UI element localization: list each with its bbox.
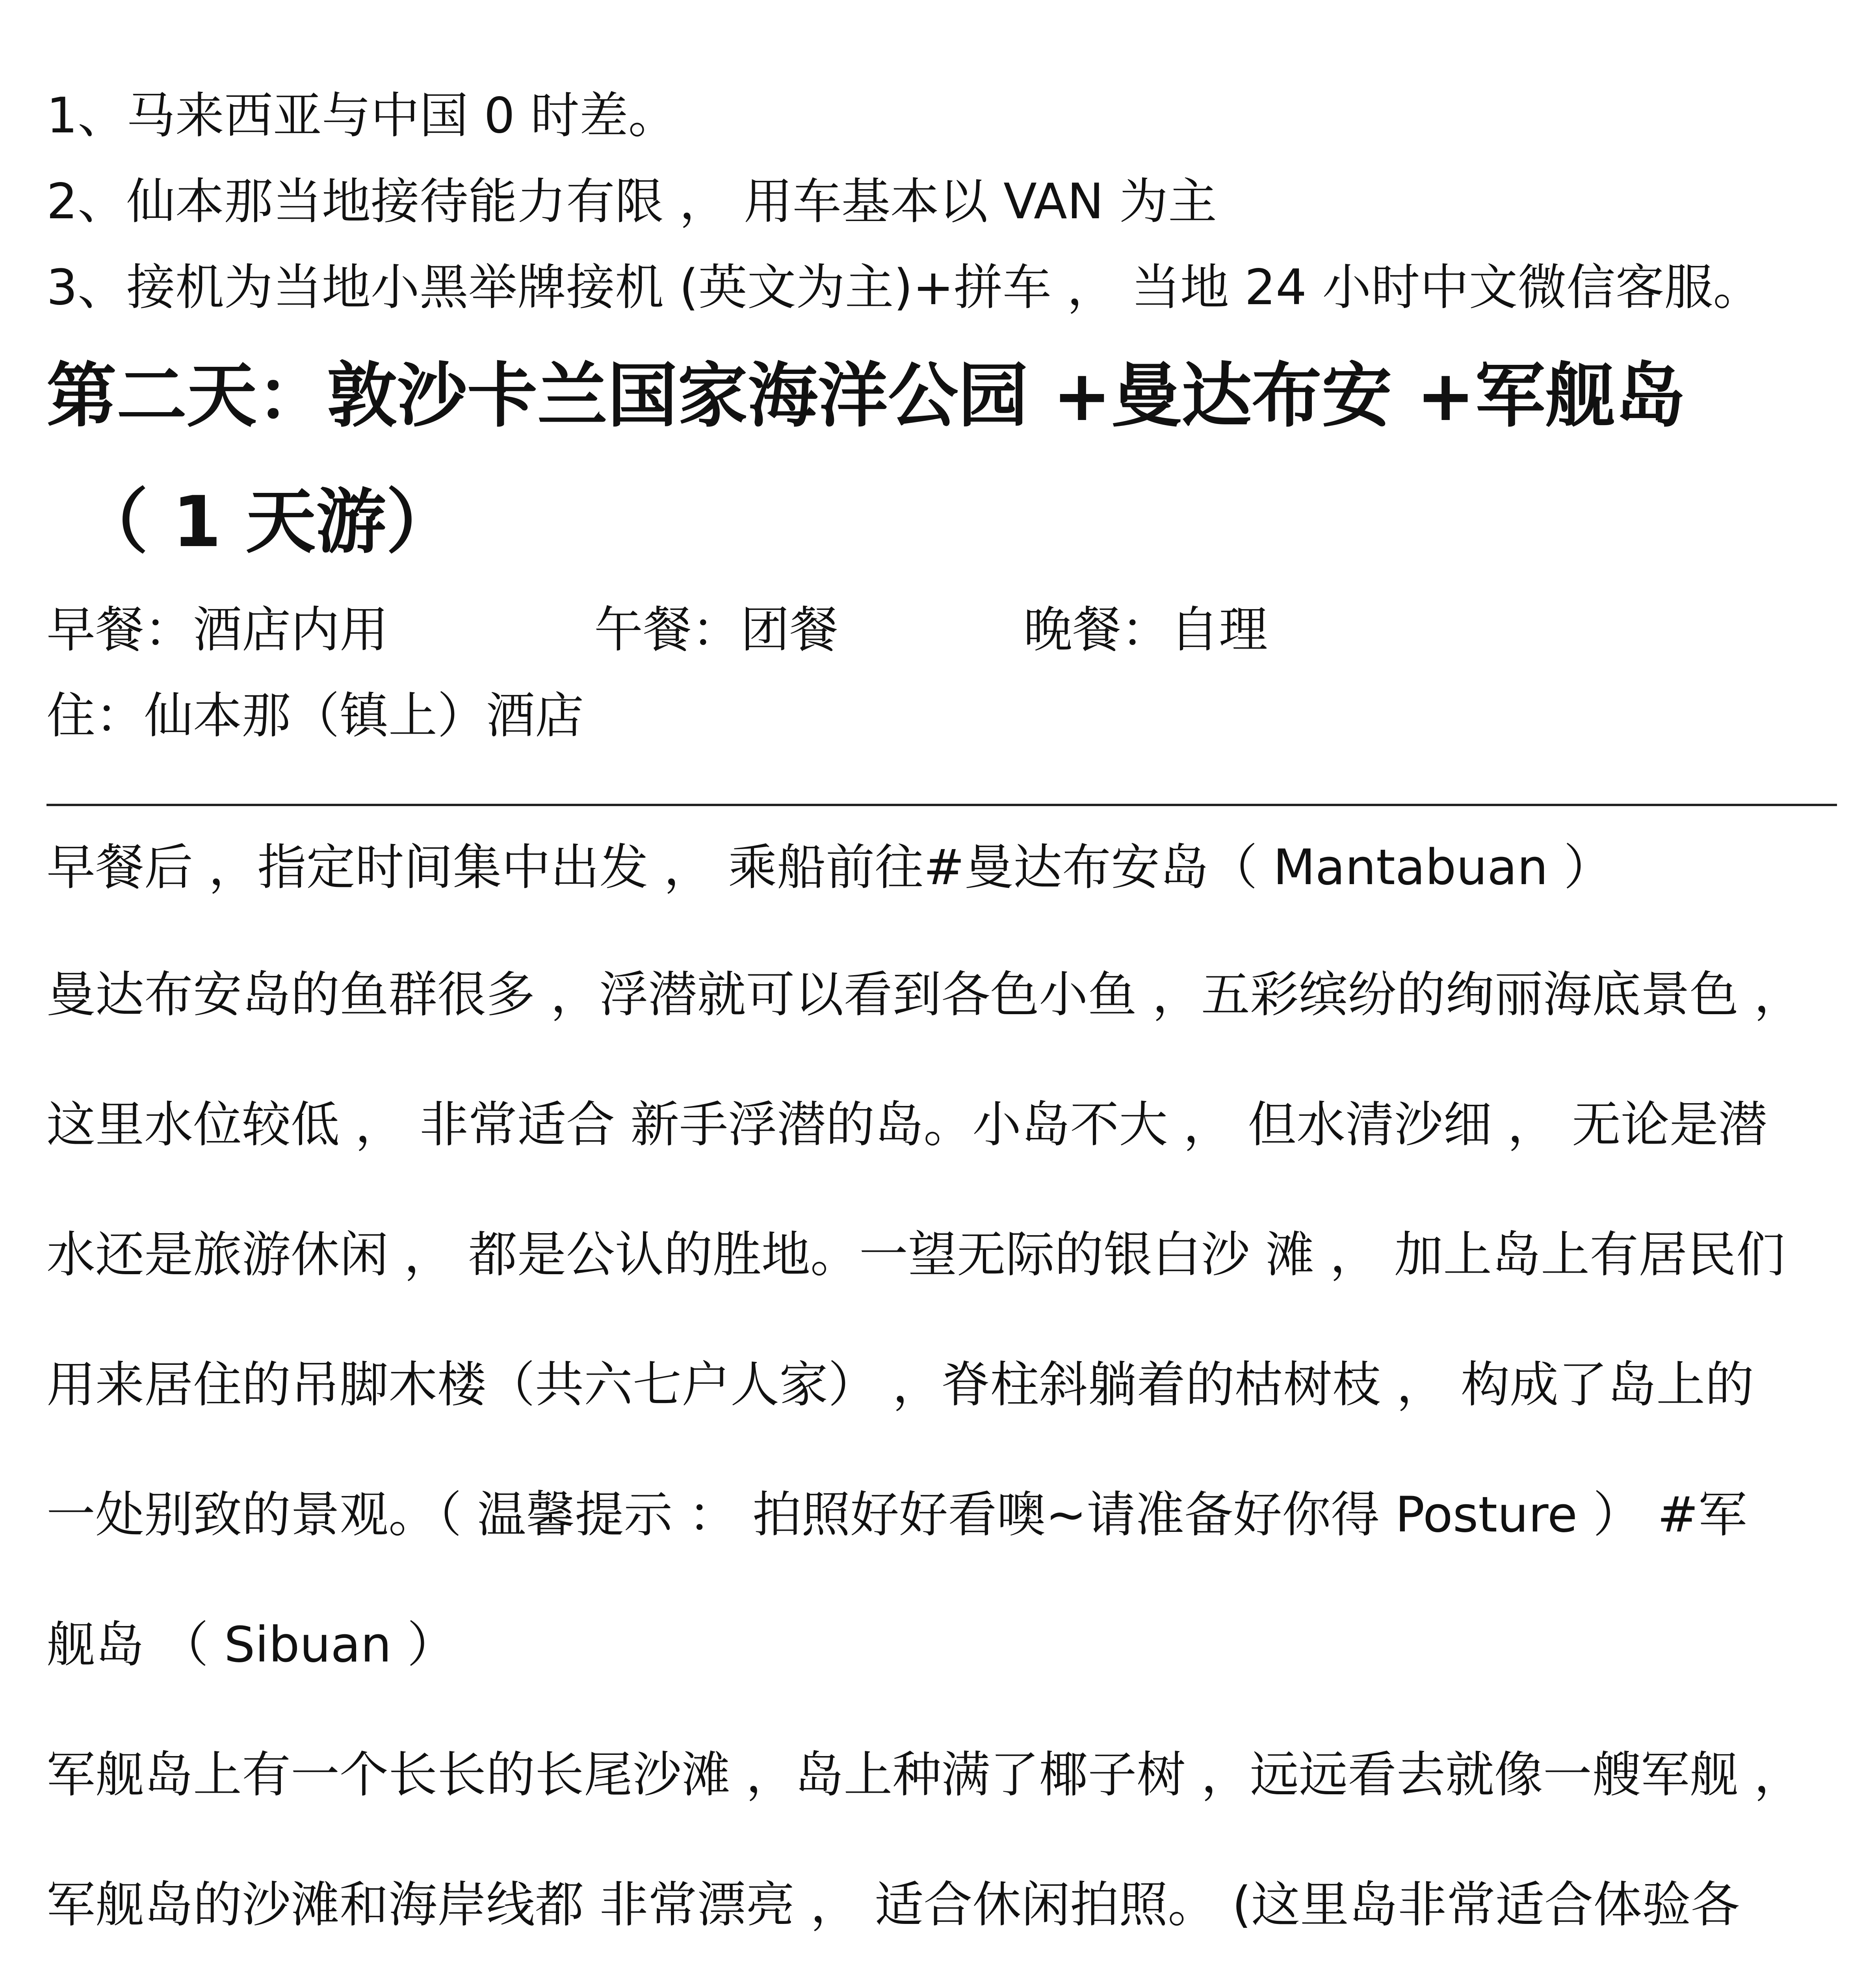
day-title-line1: 第二天：敦沙卡兰国家海洋公园 +曼达布安 +军舰岛 <box>46 355 1686 437</box>
body-line: 曼达布安岛的鱼群很多 ，浮潜就可以看到各色小鱼 ，五彩缤纷的绚丽海底景色 ， <box>46 966 1803 1023</box>
meals-row <box>46 587 1843 673</box>
body-line: 军舰岛上有一个长长的长尾沙滩 ，岛上种满了椰子树 ，远远看去就像一艘军舰 ， <box>46 1747 1803 1803</box>
body-line: 水还是旅游休闲 ， 都是公认的胜地。一望无际的银白沙 滩 ， 加上岛上有居民们 <box>46 1227 1785 1283</box>
body-line: 舰岛 （ Sibuan ） <box>46 1617 456 1673</box>
body-line: 早餐后 ，指定时间集中出发 ， 乘船前往#曼达布安岛（ Mantabuan ） <box>46 839 1613 896</box>
day-title <box>46 333 1843 585</box>
accommodation: 住：仙本那（镇上）酒店 <box>46 688 584 744</box>
day-title-line2: （ 1 天游） <box>78 481 456 563</box>
meal-breakfast: 早餐：酒店内用 <box>46 602 389 658</box>
body-line: 这里水位较低 ， 非常适合 新手浮潜的岛。小岛不大 ， 但水清沙细 ， 无论是潜 <box>46 1097 1767 1153</box>
note-item: 1、马来西亚与中国 0 时差。 <box>46 87 677 144</box>
meal-dinner: 晚餐：自理 <box>1023 602 1268 658</box>
notes-list <box>46 73 1843 331</box>
note-item: 2、仙本那当地接待能力有限 ， 用车基本以 VAN 为主 <box>46 173 1217 230</box>
body-line: 一处别致的景观。（ 温馨提示 ： 拍照好好看噢~请准备好你得 Posture ） #军 <box>46 1487 1747 1543</box>
section-divider <box>46 804 1837 806</box>
body-line: 军舰岛的沙滩和海岸线都 非常漂亮 ， 适合休闲拍照。 (这里岛非常适合体验各 <box>46 1877 1740 1933</box>
body-line: 用来居住的吊脚木楼（共六七户人家） ，脊柱斜躺着的枯树枝 ， 构成了岛上的 <box>46 1357 1754 1413</box>
itinerary-body <box>46 825 1837 1970</box>
meal-lunch: 午餐：团餐 <box>594 602 839 658</box>
note-item: 3、接机为当地小黑举牌接机 (英文为主)+拼车 ， 当地 24 小时中文微信客服。 <box>46 259 1762 316</box>
